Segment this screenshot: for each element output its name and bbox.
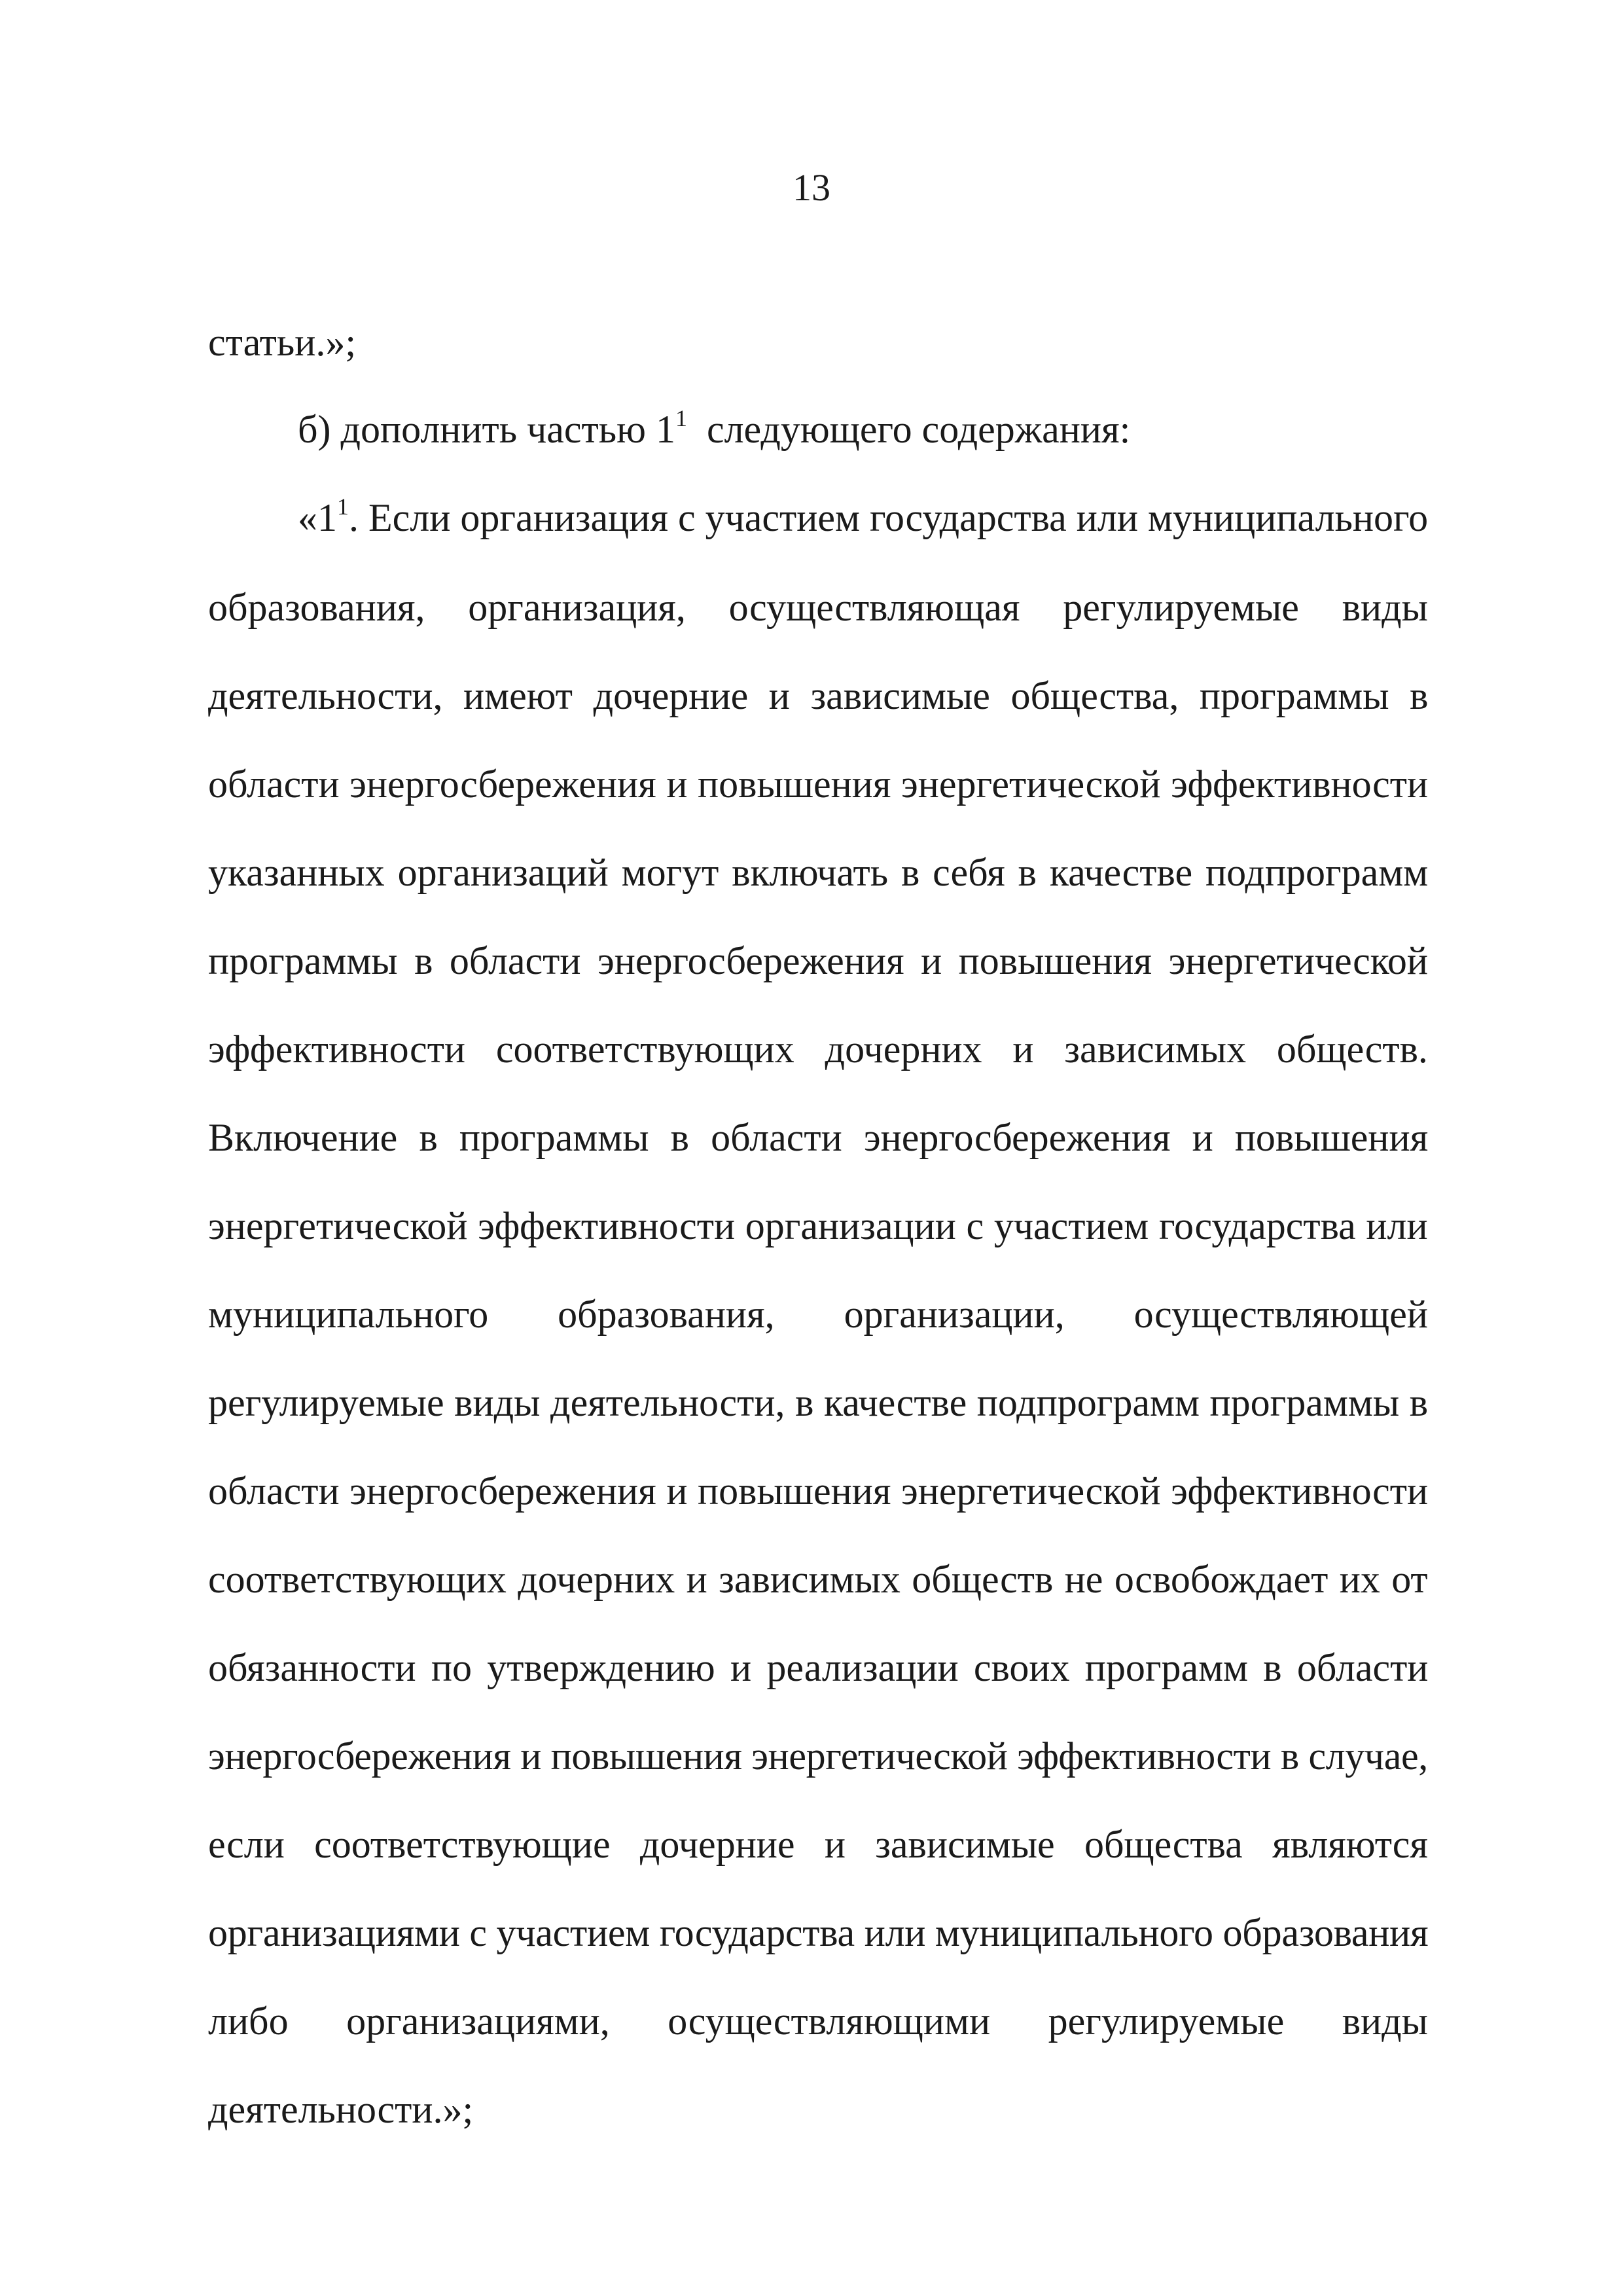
word: зависимых xyxy=(1064,1028,1247,1071)
text-line-17: энергосбережения и повышения энергетической эффективности в случае, xyxy=(208,1734,1428,1778)
word: общества xyxy=(1084,1823,1243,1866)
text-line-3 xyxy=(298,494,1428,541)
word: организация, xyxy=(468,586,686,629)
text-line-7: указанных организаций могут включать в себя в качестве подпрограмм xyxy=(208,851,1429,894)
word: если xyxy=(208,1823,285,1866)
word: и xyxy=(1012,1028,1034,1071)
text-line-11: энергетической эффективности организации с участием государства или xyxy=(208,1204,1428,1247)
text-line-4 xyxy=(208,584,1428,631)
text-line-12 xyxy=(208,1291,1428,1338)
word: регулируемые xyxy=(1063,586,1299,629)
text-line-5: деятельности, имеют дочерние и зависимые общества, программы в xyxy=(208,674,1429,717)
word: и xyxy=(824,1823,846,1866)
word: дочерние xyxy=(639,1823,795,1866)
word: организации, xyxy=(844,1293,1065,1336)
word: организациями, xyxy=(346,2000,610,2043)
word: осуществляющей xyxy=(1133,1293,1428,1336)
word: либо xyxy=(208,2000,289,2043)
word: осуществляющая xyxy=(728,586,1020,629)
word: виды xyxy=(1342,586,1428,629)
text-line-20 xyxy=(208,1998,1428,2045)
superscript-1: 1 xyxy=(675,405,687,431)
word: соответствующие xyxy=(314,1823,611,1866)
text-line-8: программы в области энергосбережения и повышения энергетической xyxy=(208,939,1428,982)
text-line-13: регулируемые виды деятельности, в качестве подпрограмм программы в xyxy=(208,1381,1429,1424)
text-line-2-after: следующего содержания: xyxy=(687,408,1131,451)
page-number: 13 xyxy=(793,166,830,209)
text-line-15: соответствующих дочерних и зависимых обществ не освобождает их от xyxy=(208,1558,1428,1601)
word: муниципального xyxy=(208,1293,489,1336)
text-line-21: деятельности.»; xyxy=(208,2088,474,2131)
superscript-1: 1 xyxy=(337,493,349,520)
text-line-18 xyxy=(208,1821,1428,1868)
word: дочерних xyxy=(825,1028,982,1071)
text-line-19: организациями с участием государства или муниципального образования xyxy=(208,1911,1429,1954)
text-line-16: обязанности по утверждению и реализации своих программ в области xyxy=(208,1646,1429,1689)
text-line-10: Включение в программы в области энергосбережения и повышения xyxy=(208,1116,1429,1159)
word: образования, xyxy=(208,586,425,629)
text-line-3-content: «$1^1$. Если организация с участием государства или муниципального xyxy=(298,493,1429,539)
text-line-14: области энергосбережения и повышения энергетической эффективности xyxy=(208,1469,1429,1513)
text-line-2 xyxy=(298,406,1130,453)
word: являются xyxy=(1272,1823,1428,1866)
word: зависимые xyxy=(875,1823,1055,1866)
text-line-9 xyxy=(208,1026,1428,1073)
word: виды xyxy=(1342,2000,1428,2043)
text-line-6: области энергосбережения и повышения энергетической эффективности xyxy=(208,762,1429,806)
text-line-1: статьи.»; xyxy=(208,321,357,364)
word: осуществляющими xyxy=(668,2000,991,2043)
word: соответствующих xyxy=(495,1028,794,1071)
word: образования, xyxy=(558,1293,775,1336)
text-line-2-before: б) дополнить частью 1 xyxy=(298,408,675,451)
word: регулируемые xyxy=(1048,2000,1285,2043)
word: эффективности xyxy=(208,1028,466,1071)
word: обществ. xyxy=(1276,1028,1428,1071)
